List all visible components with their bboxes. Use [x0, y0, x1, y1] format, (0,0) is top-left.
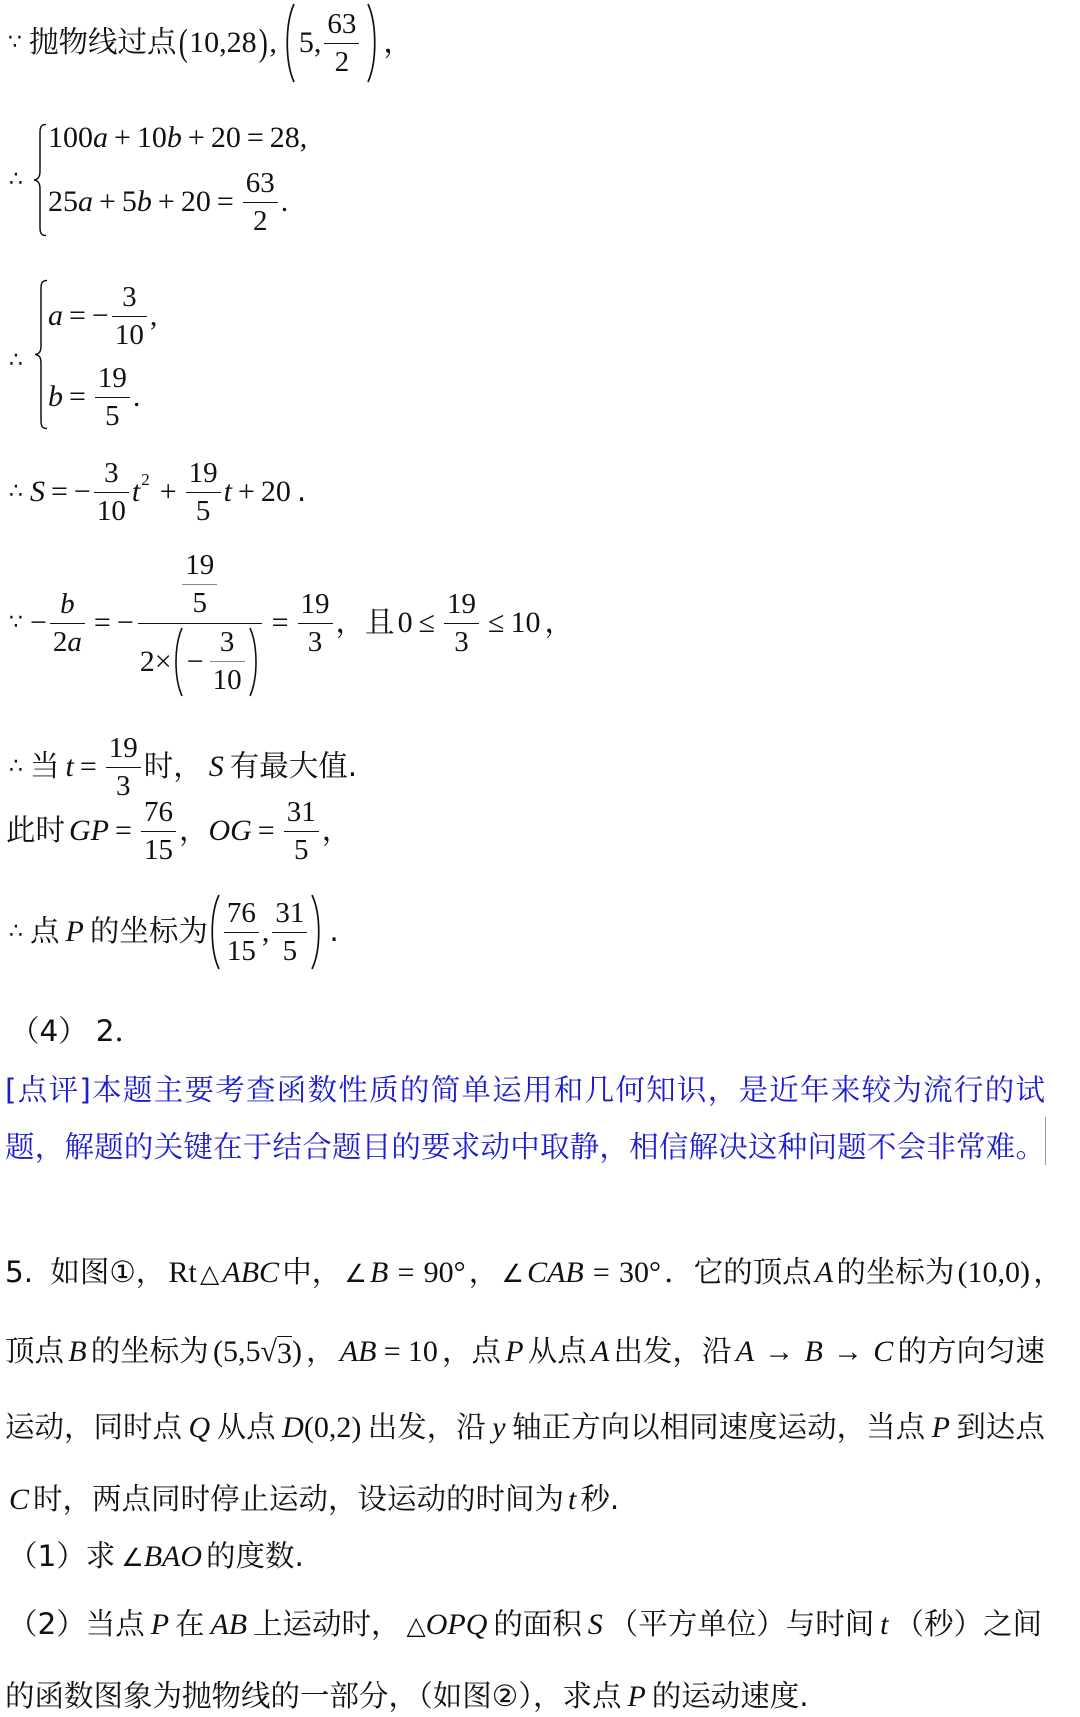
- point-label: P: [931, 1411, 950, 1444]
- variable-t: t: [568, 1483, 577, 1516]
- text: ．它的顶点: [664, 1255, 812, 1290]
- left-brace-icon: [32, 123, 48, 237]
- maximum-text: 有最大值.: [229, 749, 358, 784]
- lower-bound: 0: [397, 606, 413, 639]
- point-label: A: [591, 1335, 610, 1368]
- axis-of-symmetry-line: [9, 543, 574, 703]
- text: 轴正方向以相同速度运动，当点: [512, 1410, 926, 1445]
- question-label: （1）求: [8, 1539, 116, 1574]
- fraction: [298, 587, 333, 658]
- left-brace-icon: [33, 279, 49, 430]
- point-text: 点: [30, 914, 60, 949]
- because-symbol: ∵: [8, 30, 22, 55]
- denominator: 10: [114, 318, 144, 351]
- arrow-icon: →: [764, 1335, 795, 1368]
- coordinate: (10,0): [957, 1256, 1031, 1289]
- variable-t: t: [223, 475, 232, 508]
- variable: a: [78, 185, 93, 218]
- text: 上运动时，: [253, 1607, 401, 1642]
- separator: ,: [261, 915, 270, 948]
- operator: +: [187, 121, 205, 154]
- text: 的函数图象为抛物线的一部分，（如图②），求点: [5, 1679, 622, 1714]
- triangle-opq: [406, 1610, 487, 1640]
- end-punctuation: .: [280, 185, 289, 218]
- constant: 20: [210, 121, 241, 154]
- triangle-symbol: △: [406, 1610, 426, 1640]
- point-label: P: [150, 1608, 170, 1641]
- answer-value: 2．: [95, 1014, 145, 1049]
- segment-ab: AB: [210, 1608, 248, 1641]
- numerator: 31: [272, 899, 307, 933]
- end-punctuation: ，: [1033, 1255, 1063, 1290]
- equals: =: [79, 750, 97, 783]
- and-text: 且: [365, 605, 395, 640]
- variable-s: S: [587, 1608, 603, 1641]
- question-2-continued: [5, 1677, 809, 1717]
- constant: 20: [180, 185, 211, 218]
- point-label: P: [627, 1680, 646, 1713]
- equals: =: [257, 814, 275, 847]
- denominator-coefficient: 2: [52, 625, 68, 658]
- fraction: [210, 628, 245, 695]
- point-d: [282, 1413, 361, 1443]
- paren-close: ): [258, 22, 268, 64]
- arrow-icon: →: [833, 1335, 864, 1368]
- variable-t: t: [65, 750, 74, 783]
- numerator: 63: [243, 169, 278, 203]
- denominator: 10: [96, 494, 126, 527]
- variable-s: S: [30, 475, 45, 508]
- problem-number: 5.: [5, 1255, 34, 1290]
- denominator-variable: a: [67, 625, 82, 658]
- problem5-line-1: [5, 1253, 1063, 1293]
- question-2: [8, 1605, 1042, 1645]
- minus-sign: −: [186, 644, 204, 678]
- angle-name: B: [370, 1256, 389, 1289]
- big-paren-open-icon: [283, 2, 296, 84]
- paren-open: (: [178, 22, 188, 64]
- part4-answer: [10, 1012, 144, 1052]
- coefficient: 5: [121, 185, 137, 218]
- equals: =: [69, 299, 86, 332]
- exponent: 2: [141, 470, 150, 489]
- fraction: [284, 795, 319, 866]
- coordinate-text: 的坐标为: [89, 914, 208, 949]
- variable-t: t: [131, 475, 141, 508]
- denominator: 2: [253, 204, 268, 237]
- text: 的坐标为: [90, 1334, 209, 1369]
- denominator: 15: [143, 833, 173, 866]
- end-punctuation: ，: [383, 25, 413, 60]
- end-punctuation: .: [296, 474, 307, 509]
- line-parabola-points: [8, 0, 413, 88]
- therefore-symbol: ∴: [9, 348, 23, 373]
- compound-numerator: [138, 547, 262, 624]
- lengths-line: [6, 786, 351, 876]
- angle-value: 90°: [423, 1256, 466, 1289]
- text: 运动，同时点: [5, 1410, 183, 1445]
- denominator: 2: [334, 45, 350, 78]
- fraction: [272, 896, 307, 967]
- numerator: 19: [95, 364, 130, 398]
- end-punctuation: .: [132, 380, 141, 413]
- upper-bound: 10: [510, 606, 541, 639]
- text: 出发，沿: [367, 1410, 486, 1445]
- text: 的方向匀速: [897, 1334, 1045, 1369]
- minus-sign: −: [116, 606, 134, 639]
- numerator: 76: [141, 798, 176, 832]
- angle-symbol: ∠: [501, 1258, 524, 1288]
- fraction: [444, 587, 479, 658]
- numerator: 3: [210, 628, 245, 662]
- equals: =: [115, 814, 132, 847]
- denominator: [50, 624, 85, 657]
- fraction: [141, 795, 176, 866]
- statement-text: 抛物线过点: [29, 25, 177, 60]
- angle-name: BAO: [143, 1540, 203, 1573]
- fraction: [186, 456, 221, 527]
- minus-sign: −: [91, 299, 109, 332]
- denominator: 10: [212, 664, 242, 696]
- variable: b: [166, 121, 182, 154]
- equals: =: [397, 1256, 415, 1289]
- question-label: （2）当点: [8, 1607, 145, 1642]
- comment-line-1: [点评]本题主要考查函数性质的简单运用和几何知识，是近年来较为流行的试: [5, 1073, 1045, 1107]
- triangle-name: ABC: [222, 1256, 280, 1289]
- coordinate-b: [213, 1336, 302, 1369]
- operator: +: [114, 121, 131, 154]
- variable-t: t: [880, 1608, 889, 1641]
- operator: +: [99, 185, 116, 218]
- equals: =: [271, 606, 289, 639]
- text: 如图①，: [50, 1255, 166, 1290]
- numerator: 76: [224, 899, 259, 933]
- numerator: 19: [182, 551, 217, 585]
- point-label: P: [65, 915, 84, 948]
- text: 从点: [216, 1410, 276, 1445]
- numerator: b: [50, 590, 85, 624]
- less-equal: ≤: [418, 606, 436, 639]
- segment-gp: GP: [69, 814, 110, 847]
- therefore-symbol: ∴: [9, 167, 23, 192]
- denominator: 5: [195, 494, 211, 527]
- big-paren-close-icon: [248, 626, 260, 698]
- segment-og: OG: [208, 814, 252, 847]
- sqrt-symbol: √: [260, 1335, 277, 1368]
- system1-equation-1: [48, 118, 307, 158]
- text: （平方单位）与时间: [608, 1607, 875, 1642]
- rt-label: Rt: [168, 1256, 197, 1289]
- operator: +: [159, 475, 177, 508]
- therefore-symbol: ∴: [9, 754, 23, 779]
- numerator: 3: [112, 283, 147, 317]
- less-equal: ≤: [488, 606, 505, 639]
- operator: +: [237, 475, 255, 508]
- variable: b: [48, 380, 63, 413]
- separator: ，: [178, 813, 209, 848]
- variable-s: S: [208, 750, 224, 783]
- equals: =: [69, 380, 86, 413]
- coefficient: 25: [48, 185, 78, 218]
- fraction: [243, 166, 278, 237]
- therefore-symbol: ∴: [9, 919, 23, 944]
- numerator: 19: [106, 734, 141, 768]
- big-paren-close-icon: [310, 893, 323, 971]
- variable: a: [48, 299, 63, 332]
- numerator: 63: [324, 10, 359, 44]
- text: 在: [174, 1607, 205, 1642]
- minus-sign: −: [30, 606, 47, 639]
- path-start: A: [735, 1335, 755, 1368]
- constant: 20: [260, 475, 291, 508]
- comment-line-2: 题，解题的关键在于结合题目的要求动中取静，相信解决这种问题不会非常难。: [5, 1130, 1045, 1164]
- numerator: 19: [444, 590, 479, 624]
- problem5-line-2: [5, 1332, 1045, 1372]
- problem5-line-4: [9, 1480, 619, 1520]
- variable: a: [93, 121, 108, 154]
- comma: ，: [306, 1334, 336, 1369]
- triangle-name: OPQ: [425, 1608, 488, 1641]
- operator: +: [157, 185, 175, 218]
- text: 到达点: [956, 1410, 1045, 1445]
- axis-label: y: [492, 1411, 506, 1444]
- denominator: 5: [282, 934, 298, 967]
- numerator: 19: [298, 590, 333, 624]
- big-paren-open-icon: [208, 893, 221, 971]
- denominator: 5: [293, 833, 309, 866]
- text: （秒）之间: [894, 1607, 1042, 1642]
- end-punctuation: .: [329, 914, 339, 949]
- point-2-x: 5,: [298, 26, 322, 59]
- comma: ，: [468, 1255, 499, 1290]
- point-1: 10,28: [189, 26, 257, 59]
- system2-solution-a: [48, 271, 157, 361]
- point-label: Q: [188, 1411, 211, 1444]
- because-symbol: ∵: [9, 610, 23, 635]
- equals: =: [383, 1335, 401, 1368]
- coefficient-times: 2×: [139, 644, 172, 678]
- text: 的运动速度.: [651, 1679, 809, 1714]
- text: 从点: [527, 1334, 587, 1369]
- text: 出发，沿: [613, 1334, 732, 1369]
- denominator: 3: [454, 625, 469, 658]
- angle-value: 30°: [619, 1256, 661, 1289]
- coefficient: 100: [48, 121, 93, 154]
- numerator: 3: [94, 459, 129, 493]
- fraction: [182, 551, 217, 618]
- denominator: 15: [226, 934, 256, 967]
- angle-name: CAB: [527, 1256, 584, 1289]
- angle-symbol: ∠: [344, 1258, 367, 1288]
- coordinate: (0,2): [303, 1411, 362, 1444]
- text: 的坐标为: [836, 1255, 955, 1290]
- fraction: [50, 587, 85, 658]
- fraction: [112, 280, 147, 351]
- value: 28,: [269, 121, 308, 154]
- system2-therefore: [9, 341, 30, 381]
- minus-sign: −: [73, 475, 91, 508]
- triangle-symbol: △: [199, 1258, 220, 1288]
- end-punctuation: ,: [149, 299, 158, 332]
- length-value: 10: [407, 1335, 438, 1368]
- system1-equation-2: [48, 157, 288, 247]
- text: 顶点: [5, 1334, 65, 1369]
- radicand: 3: [276, 1336, 292, 1370]
- equals: =: [51, 475, 68, 508]
- point-label: P: [505, 1335, 524, 1368]
- text: ，点: [442, 1334, 502, 1369]
- point-p-line: [9, 877, 339, 987]
- end-punctuation: ，: [321, 813, 352, 848]
- point-label: D: [282, 1411, 304, 1444]
- text: 的度数.: [206, 1539, 304, 1574]
- big-paren-open-icon: [172, 626, 184, 698]
- system2-solution-b: [48, 352, 140, 442]
- coefficient: 10: [136, 121, 167, 154]
- when-text: 当: [30, 749, 60, 784]
- fraction: [94, 456, 129, 527]
- text: 的面积: [493, 1607, 582, 1642]
- text-cursor: [1045, 1117, 1046, 1165]
- fraction: [224, 896, 259, 967]
- text: 中，: [282, 1255, 342, 1290]
- equals: =: [93, 606, 111, 639]
- s-expression-line: [9, 447, 306, 537]
- separator: ,: [269, 26, 277, 59]
- segment-ab: AB: [339, 1335, 377, 1368]
- point-label: B: [68, 1335, 87, 1368]
- denominator: 3: [116, 769, 131, 802]
- fraction: [324, 7, 359, 78]
- denominator: 5: [105, 399, 120, 432]
- point-label: A: [814, 1256, 834, 1289]
- part-label: （4）: [10, 1014, 88, 1049]
- fraction: [95, 361, 130, 432]
- prefix-text: 此时: [6, 813, 66, 848]
- numerator: 19: [186, 459, 221, 493]
- therefore-symbol: ∴: [9, 479, 23, 504]
- denominator: 3: [307, 625, 323, 658]
- compound-denominator: [138, 624, 262, 700]
- problem5-line-3: [5, 1408, 1045, 1448]
- text: 时，两点同时停止运动，设运动的时间为: [33, 1482, 565, 1517]
- coordinate-close: ): [291, 1335, 302, 1368]
- then-text: 时，: [143, 749, 203, 784]
- compound-fraction: [138, 547, 262, 700]
- end-punctuation: ，: [544, 605, 575, 640]
- equals: =: [246, 121, 264, 154]
- variable: b: [136, 185, 152, 218]
- path-end: C: [873, 1335, 894, 1368]
- comma: ，: [335, 605, 366, 640]
- denominator: 5: [192, 587, 207, 619]
- equals: =: [216, 185, 234, 218]
- numerator: 31: [284, 798, 319, 832]
- coordinate-open: (5,5: [212, 1335, 261, 1368]
- equals: =: [592, 1256, 610, 1289]
- angle-symbol: ∠: [121, 1542, 144, 1572]
- text: 秒.: [580, 1482, 620, 1517]
- question-1: [8, 1537, 304, 1577]
- big-paren-close-icon: [366, 2, 379, 84]
- path-middle: B: [804, 1335, 823, 1368]
- point-label: C: [9, 1483, 30, 1516]
- system1-therefore: [9, 160, 30, 200]
